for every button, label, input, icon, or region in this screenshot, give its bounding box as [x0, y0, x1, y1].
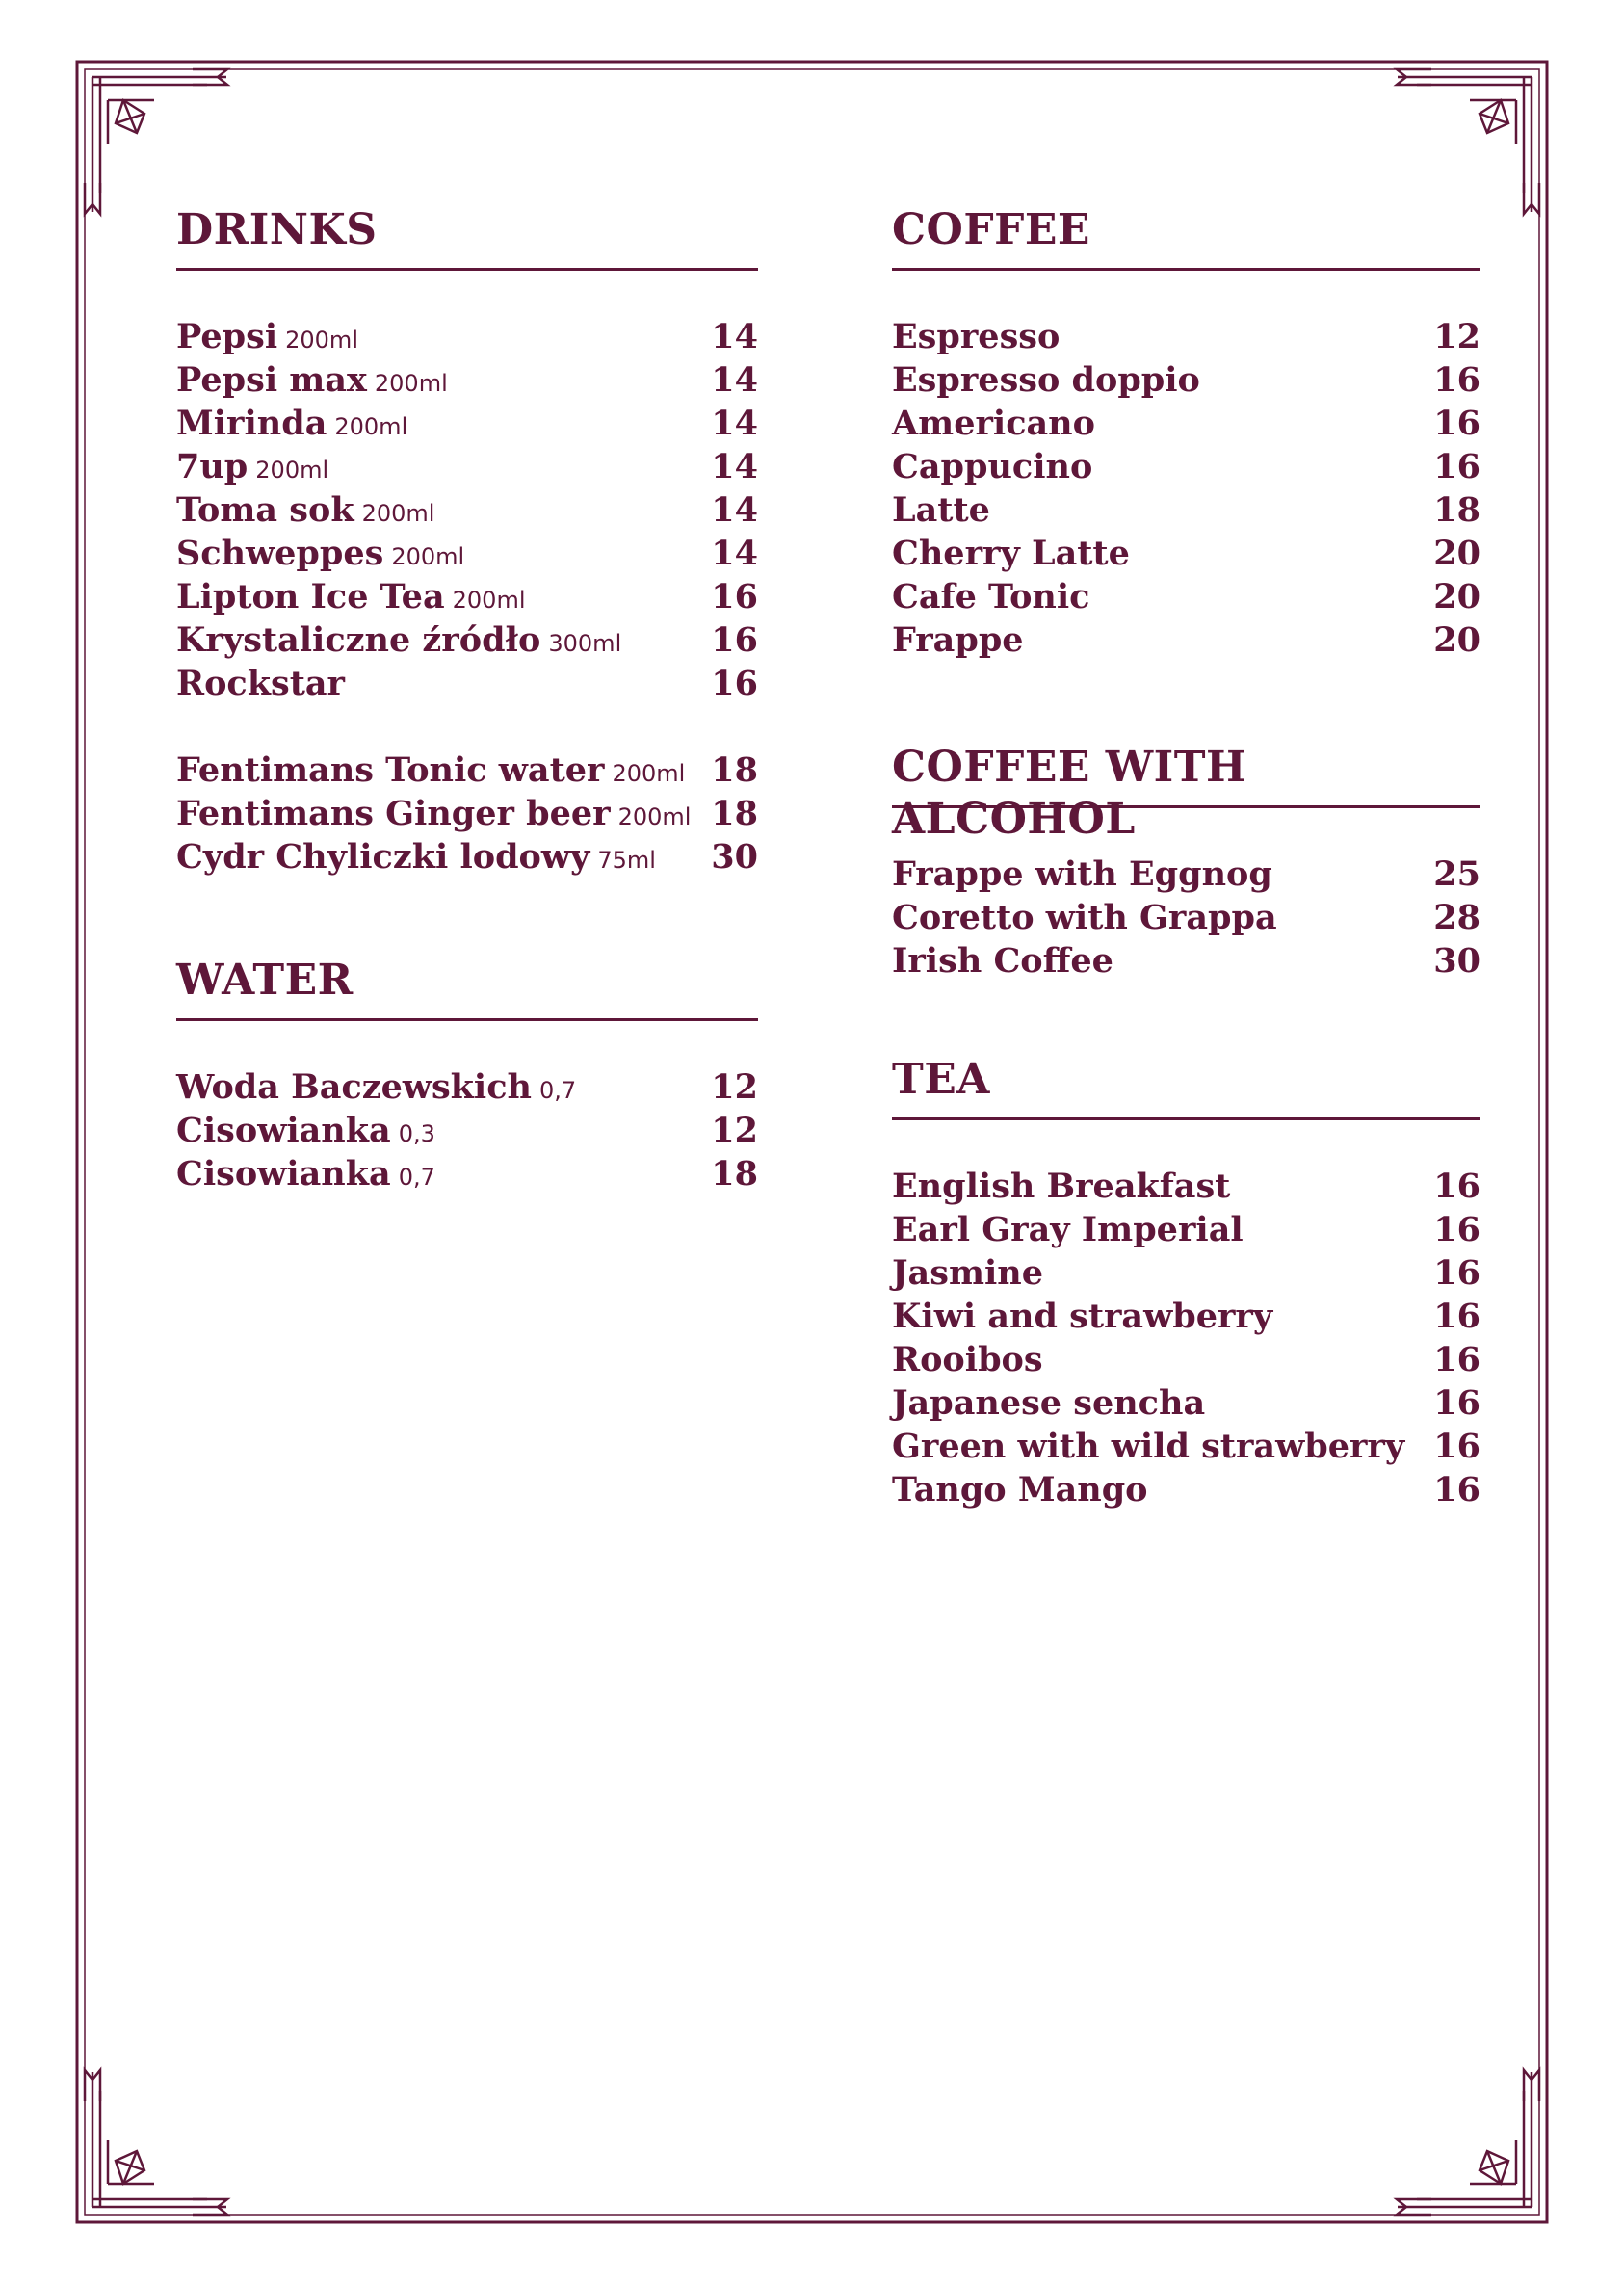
item-size: 200ml — [334, 413, 408, 440]
item-name: Frappe with Eggnog — [892, 854, 1272, 894]
item-price: 20 — [1433, 577, 1480, 617]
list-item — [892, 315, 1480, 358]
item-price: 20 — [1433, 534, 1480, 573]
corner-ornament-icon — [85, 69, 227, 214]
item-price: 14 — [711, 317, 758, 356]
list-item — [892, 939, 1480, 983]
coffee-section — [892, 204, 1480, 662]
item-name: Cisowianka — [176, 1111, 391, 1150]
item-name: Fentimans Tonic water — [176, 750, 605, 790]
item-price: 16 — [711, 664, 758, 703]
item-price: 14 — [711, 447, 758, 486]
item-price: 14 — [711, 360, 758, 400]
coffee-with-alcohol-list — [892, 853, 1480, 983]
list-item — [176, 575, 758, 618]
list-item — [892, 488, 1480, 532]
coffee-list — [892, 315, 1480, 662]
section-title-coffee: COFFEE — [892, 204, 1480, 271]
item-price: 16 — [711, 577, 758, 617]
item-name: Cappucino — [892, 447, 1093, 486]
item-price: 16 — [711, 620, 758, 660]
item-price: 30 — [711, 837, 758, 877]
item-price: 16 — [1433, 1383, 1480, 1423]
item-name: Cafe Tonic — [892, 577, 1090, 617]
tea-list — [892, 1165, 1480, 1511]
list-item — [892, 1468, 1480, 1511]
item-price: 16 — [1433, 1427, 1480, 1466]
list-item — [892, 1165, 1480, 1208]
list-item — [892, 1338, 1480, 1381]
item-price: 18 — [711, 794, 758, 833]
item-name: Espresso doppio — [892, 360, 1200, 400]
item-name: English Breakfast — [892, 1167, 1231, 1206]
list-item — [892, 896, 1480, 939]
item-size: 200ml — [617, 803, 692, 830]
item-name: Japanese sencha — [892, 1383, 1206, 1423]
item-price: 18 — [711, 750, 758, 790]
section-title-coffee-with-alcohol: COFFEE WITH ALCOHOL — [892, 742, 1480, 808]
list-item — [892, 1425, 1480, 1468]
item-name: Americano — [892, 404, 1095, 443]
list-item — [892, 1295, 1480, 1338]
list-item — [892, 402, 1480, 445]
section-title-tea: TEA — [892, 1054, 1480, 1120]
item-price: 16 — [1433, 360, 1480, 400]
item-price: 14 — [711, 534, 758, 573]
list-item — [892, 853, 1480, 896]
list-item — [176, 662, 758, 705]
list-item — [892, 1381, 1480, 1425]
item-price: 16 — [1433, 1340, 1480, 1379]
list-item — [176, 488, 758, 532]
list-item — [892, 445, 1480, 488]
item-size: 200ml — [361, 500, 435, 527]
item-name: Jasmine — [892, 1253, 1043, 1293]
item-price: 16 — [1433, 1167, 1480, 1206]
list-item — [176, 1065, 758, 1109]
item-name: Cherry Latte — [892, 534, 1130, 573]
list-item — [176, 748, 758, 792]
item-price: 20 — [1433, 620, 1480, 660]
list-item — [176, 358, 758, 402]
list-item — [176, 402, 758, 445]
coffee-with-alcohol-section — [892, 742, 1480, 983]
item-price: 18 — [1433, 490, 1480, 530]
drinks-list — [176, 315, 758, 879]
list-item — [892, 618, 1480, 662]
list-item — [176, 445, 758, 488]
item-price: 16 — [1433, 404, 1480, 443]
list-item — [892, 575, 1480, 618]
item-size: 200ml — [452, 587, 526, 614]
list-item — [176, 1109, 758, 1152]
item-price: 16 — [1433, 1210, 1480, 1249]
item-size: 200ml — [612, 760, 686, 787]
item-size: 300ml — [548, 630, 622, 657]
item-price: 25 — [1433, 854, 1480, 894]
item-name: Woda Baczewskich — [176, 1067, 532, 1107]
item-name: Cisowianka — [176, 1154, 391, 1194]
list-item — [176, 315, 758, 358]
list-item — [176, 835, 758, 879]
section-title-water: WATER — [176, 955, 758, 1021]
item-name: Frappe — [892, 620, 1024, 660]
item-price: 16 — [1433, 1470, 1480, 1510]
item-price: 30 — [1433, 941, 1480, 981]
drinks-section — [176, 204, 758, 879]
list-spacer — [176, 705, 758, 748]
list-item — [176, 1152, 758, 1195]
item-size: 0,7 — [398, 1164, 435, 1191]
item-size: 75ml — [597, 847, 656, 874]
item-name: Rockstar — [176, 664, 345, 703]
item-size: 200ml — [391, 543, 465, 570]
item-name: Green with wild strawberry — [892, 1427, 1405, 1466]
section-title-drinks: DRINKS — [176, 204, 758, 271]
item-price: 14 — [711, 490, 758, 530]
item-name: Lipton Ice Tea — [176, 577, 445, 617]
item-name: Pepsi — [176, 317, 278, 356]
item-name: 7up — [176, 447, 249, 486]
list-item — [892, 1251, 1480, 1295]
item-name: Schweppes — [176, 534, 384, 573]
item-size: 200ml — [374, 370, 448, 397]
item-name: Coretto with Grappa — [892, 898, 1277, 937]
item-name: Tango Mango — [892, 1470, 1148, 1510]
item-price: 28 — [1433, 898, 1480, 937]
list-item — [176, 618, 758, 662]
item-price: 16 — [1433, 447, 1480, 486]
item-price: 18 — [711, 1154, 758, 1194]
item-name: Cydr Chyliczki lodowy — [176, 837, 590, 877]
item-price: 16 — [1433, 1253, 1480, 1293]
item-name: Latte — [892, 490, 990, 530]
item-name: Fentimans Ginger beer — [176, 794, 611, 833]
item-name: Toma sok — [176, 490, 354, 530]
item-name: Irish Coffee — [892, 941, 1113, 981]
list-item — [892, 1208, 1480, 1251]
list-item — [176, 792, 758, 835]
item-price: 14 — [711, 404, 758, 443]
item-name: Krystaliczne źródło — [176, 620, 541, 660]
water-list — [176, 1065, 758, 1195]
item-price: 16 — [1433, 1297, 1480, 1336]
item-name: Earl Gray Imperial — [892, 1210, 1244, 1249]
water-section — [176, 955, 758, 1195]
item-name: Pepsi max — [176, 360, 367, 400]
list-item — [892, 532, 1480, 575]
list-item — [176, 532, 758, 575]
tea-section — [892, 1054, 1480, 1511]
item-name: Kiwi and strawberry — [892, 1297, 1273, 1336]
item-price: 12 — [1433, 317, 1480, 356]
item-size: 0,3 — [398, 1120, 435, 1147]
item-price: 12 — [711, 1111, 758, 1150]
item-price: 12 — [711, 1067, 758, 1107]
item-size: 200ml — [285, 327, 358, 354]
item-size: 200ml — [255, 457, 329, 484]
item-name: Mirinda — [176, 404, 327, 443]
list-item — [892, 358, 1480, 402]
item-size: 0,7 — [539, 1077, 577, 1104]
item-name: Rooibos — [892, 1340, 1043, 1379]
item-name: Espresso — [892, 317, 1061, 356]
